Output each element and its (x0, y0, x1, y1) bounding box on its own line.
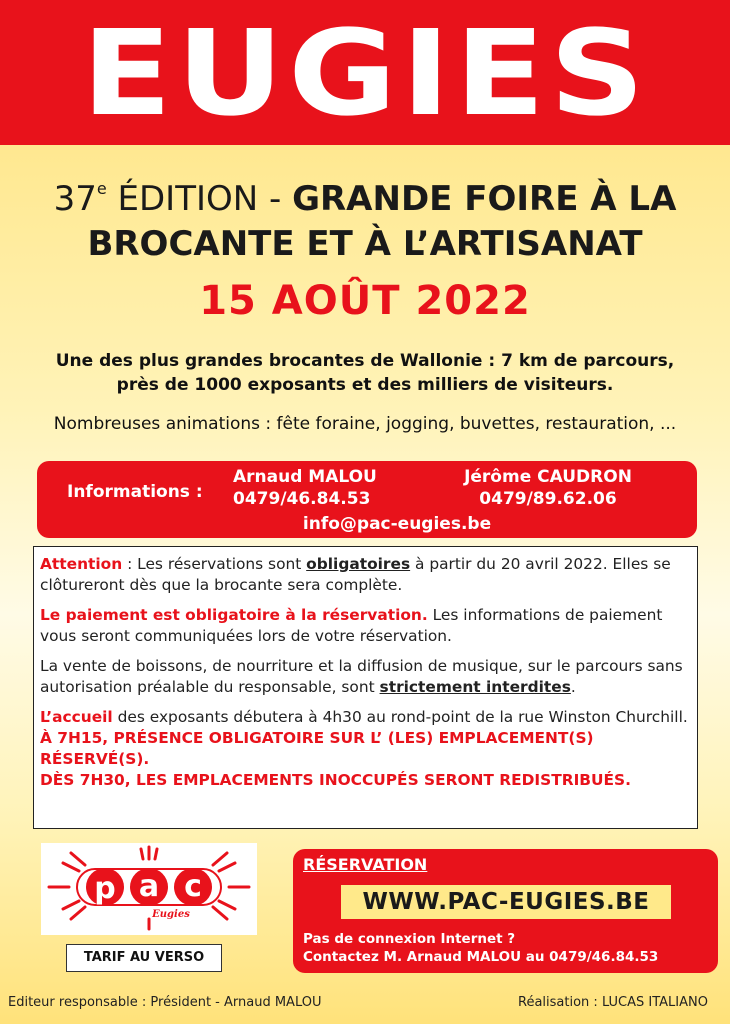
intro-line-2: près de 1000 exposants et des milliers de visiteurs. (116, 375, 614, 395)
animations-text: Nombreuses animations : fête foraine, jogging, buvettes, restauration, ... (53, 414, 677, 434)
interdites-text: strictement interdites (379, 678, 571, 696)
contact-2 (453, 466, 643, 510)
notice-attention (40, 554, 689, 596)
contact-2-name: Jérôme CAUDRON (464, 467, 632, 487)
edition-suffix: e (96, 179, 107, 198)
edition-word: ÉDITION (117, 179, 259, 219)
notice-welcome (40, 707, 689, 728)
edition-separator: - (258, 179, 293, 219)
page-title: EUGIES (81, 3, 649, 142)
contact-email[interactable]: info@pac-eugies.be (302, 514, 492, 534)
edition-heading (0, 166, 730, 267)
event-date: 15 AOÛT 2022 (199, 278, 531, 324)
reservation-url[interactable]: WWW.PAC-EUGIES.BE (341, 885, 671, 919)
informations-label: Informations : (67, 482, 203, 502)
notice-payment (40, 605, 689, 647)
event-name-line1: GRANDE FOIRE À LA (292, 179, 677, 219)
contact-1 (233, 466, 377, 510)
accueil-label: L’accueil (40, 708, 113, 726)
notice-text: La vente de boissons, de nourriture et la diffusion de musique, sur le parcours sans autorisation préalable du responsable, sont (40, 657, 683, 696)
reservation-line-2: Contactez M. Arnaud MALOU au 0479/46.84.53 (303, 949, 659, 965)
notice-text: Les informations de paiement vous seront communiquées lors de votre réservation. (40, 606, 668, 645)
notice-text: . (570, 678, 576, 696)
footer-credits: Réalisation : LUCAS ITALIANO (518, 995, 708, 1010)
payment-label: Le paiement est obligatoire à la réservation. (40, 606, 428, 624)
contact-2-phone: 0479/89.62.06 (479, 489, 617, 509)
notice-redistribution: DÈS 7H30, LES EMPLACEMENTS INOCCUPÉS SERONT REDISTRIBUÉS. (40, 771, 631, 789)
title-banner (0, 0, 730, 145)
obligatoires-text: obligatoires (306, 555, 411, 573)
logo-subtitle: Eugies (152, 909, 190, 920)
footer (0, 993, 730, 1015)
footer-publisher: Editeur responsable : Président - Arnaud MALOU (8, 995, 322, 1010)
logo-letter-c: c (184, 869, 202, 904)
notice-box (33, 546, 698, 829)
attention-label: Attention (40, 555, 123, 573)
notice-prohibited (40, 656, 689, 698)
edition-number: 37 (53, 179, 97, 219)
intro-text (0, 349, 730, 397)
reservation-line-1: Pas de connexion Internet ? (303, 931, 516, 947)
reservation-box (293, 849, 718, 973)
pac-logo-graphic (41, 843, 257, 935)
logo-letter-p: p (94, 871, 116, 906)
notice-text: : Les réservations sont (122, 555, 307, 573)
event-name-line2: BROCANTE ET À L’ARTISANAT (87, 224, 643, 264)
informations-box (37, 461, 697, 538)
notice-presence: À 7H15, PRÉSENCE OBLIGATOIRE SUR L’ (LES) EMPLACEMENT(S) RÉSERVÉ(S). (40, 729, 594, 768)
notice-text: à partir du 20 avril 2022. Elles se clôtureront dès que la brocante sera complète. (40, 555, 676, 594)
intro-line-1: Une des plus grandes brocantes de Wallonie : 7 km de parcours, (55, 351, 675, 371)
tarif-label: TARIF AU VERSO (66, 944, 222, 972)
contact-1-name: Arnaud MALOU (233, 467, 377, 487)
contact-1-phone: 0479/46.84.53 (233, 489, 371, 509)
notice-text: des exposants débutera à 4h30 au rond-point de la rue Winston Churchill. (112, 708, 688, 726)
pac-logo (41, 843, 257, 935)
logo-letter-a: a (138, 869, 160, 904)
reservation-heading: RÉSERVATION (303, 855, 428, 874)
